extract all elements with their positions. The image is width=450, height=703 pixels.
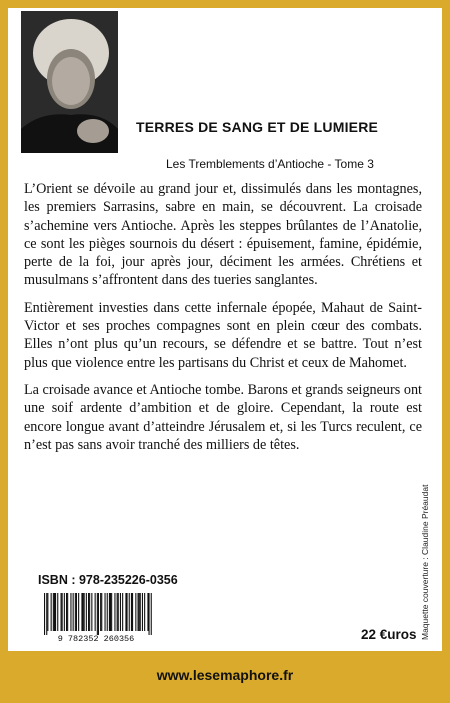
barcode-bar bbox=[70, 593, 71, 631]
barcode-bar bbox=[54, 593, 55, 631]
barcode-bar bbox=[66, 593, 67, 631]
barcode-bar bbox=[61, 593, 62, 631]
barcode-bar bbox=[125, 593, 126, 631]
barcode bbox=[38, 592, 155, 642]
barcode-bar bbox=[110, 593, 111, 631]
barcode-bar bbox=[142, 593, 143, 631]
barcode-bar bbox=[78, 593, 79, 631]
author-photo bbox=[21, 11, 118, 153]
price: 22 €uros bbox=[361, 627, 417, 642]
barcode-bar bbox=[46, 593, 47, 635]
barcode-bar bbox=[135, 593, 136, 631]
barcode-bar bbox=[91, 593, 92, 631]
barcode-bar bbox=[83, 593, 84, 631]
barcode-bar bbox=[95, 593, 96, 631]
barcode-bar bbox=[84, 593, 85, 631]
barcode-bar bbox=[140, 593, 141, 631]
barcode-bar bbox=[64, 593, 65, 631]
barcode-bar bbox=[105, 593, 106, 631]
barcode-bar bbox=[151, 593, 152, 635]
barcode-bar bbox=[98, 593, 99, 635]
book-subtitle: Les Tremblements d’Antioche - Tome 3 bbox=[166, 157, 374, 171]
barcode-bar bbox=[97, 593, 98, 635]
barcode-bar bbox=[107, 593, 108, 631]
barcode-bar bbox=[47, 593, 48, 631]
barcode-bar bbox=[89, 593, 90, 631]
barcode-bar bbox=[73, 593, 74, 631]
barcode-bar bbox=[127, 593, 128, 631]
barcode-bar bbox=[44, 593, 45, 635]
barcode-bar bbox=[122, 593, 123, 631]
cover-credit: Maquette couverture : Claudine Préaudat bbox=[420, 484, 430, 640]
barcode-bar bbox=[76, 593, 77, 631]
barcode-bar bbox=[75, 593, 76, 631]
barcode-bar bbox=[81, 593, 82, 631]
barcode-bar bbox=[86, 593, 87, 631]
barcode-bar bbox=[101, 593, 102, 631]
publisher-website[interactable]: www.lesemaphore.fr bbox=[156, 667, 294, 683]
barcode-bar bbox=[132, 593, 133, 631]
barcode-bar bbox=[53, 593, 54, 631]
barcode-bar bbox=[88, 593, 89, 631]
barcode-bar bbox=[138, 593, 139, 631]
synopsis-paragraph: L’Orient se dévoile au grand jour et, dissimulés dans les montagnes, les premiers Sarrasins, sabre en main, se découvrent. La croisade s’achemine vers Antioche. Après les steppes brûlantes de l’Anatolie, ce sont les pièges sournois du désert : épuisement, famine, épidémie, perte de la foi, jour après jour, déciment les armées. Chrétiens et musulmans s’affrontent dans des tueries sanglantes. bbox=[24, 181, 422, 289]
barcode-bar bbox=[57, 593, 58, 631]
barcode-bar bbox=[114, 593, 115, 631]
barcode-bar bbox=[109, 593, 110, 631]
barcode-bar bbox=[55, 593, 56, 631]
synopsis-paragraph: Entièrement investies dans cette infernale épopée, Mahaut de Saint-Victor et ses proches compagnes sont en plein cœur des combats. Elles n’ont plus qu’un recours, se défendre et se battre. Tout n’est plus que violence entre les partisans du Christ et ceux de Mahomet. bbox=[24, 299, 422, 371]
barcode-bar bbox=[117, 593, 118, 631]
barcode-bar bbox=[62, 593, 63, 631]
barcode-bar bbox=[149, 593, 150, 635]
barcode-bar bbox=[120, 593, 121, 631]
barcode-bar bbox=[147, 593, 148, 631]
barcode-bar bbox=[139, 593, 140, 631]
barcode-bar bbox=[144, 593, 145, 631]
content-panel bbox=[8, 8, 442, 651]
barcode-bar bbox=[67, 593, 68, 631]
isbn-label: ISBN : 978-235226-0356 bbox=[38, 573, 178, 587]
barcode-digits: 9 782352 260356 bbox=[57, 634, 135, 642]
barcode-bar bbox=[131, 593, 132, 631]
barcode-bar bbox=[129, 593, 130, 631]
barcode-bar bbox=[118, 593, 119, 631]
synopsis-paragraph: La croisade avance et Antioche tombe. Barons et grands seigneurs ont une soif ardente d’ambition et de gloire. Cependant, la route est encore longue avant d’atteindre Jérusalem et, si les Turcs reculent, ce n’est pas sans avoir tranché des milliers de têtes. bbox=[24, 381, 422, 453]
barcode-bar bbox=[51, 593, 52, 631]
barcode-bar bbox=[100, 593, 101, 631]
synopsis bbox=[24, 180, 422, 463]
book-title: TERRES DE SANG ET DE LUMIERE bbox=[136, 119, 379, 135]
barcode-bar bbox=[111, 593, 112, 631]
